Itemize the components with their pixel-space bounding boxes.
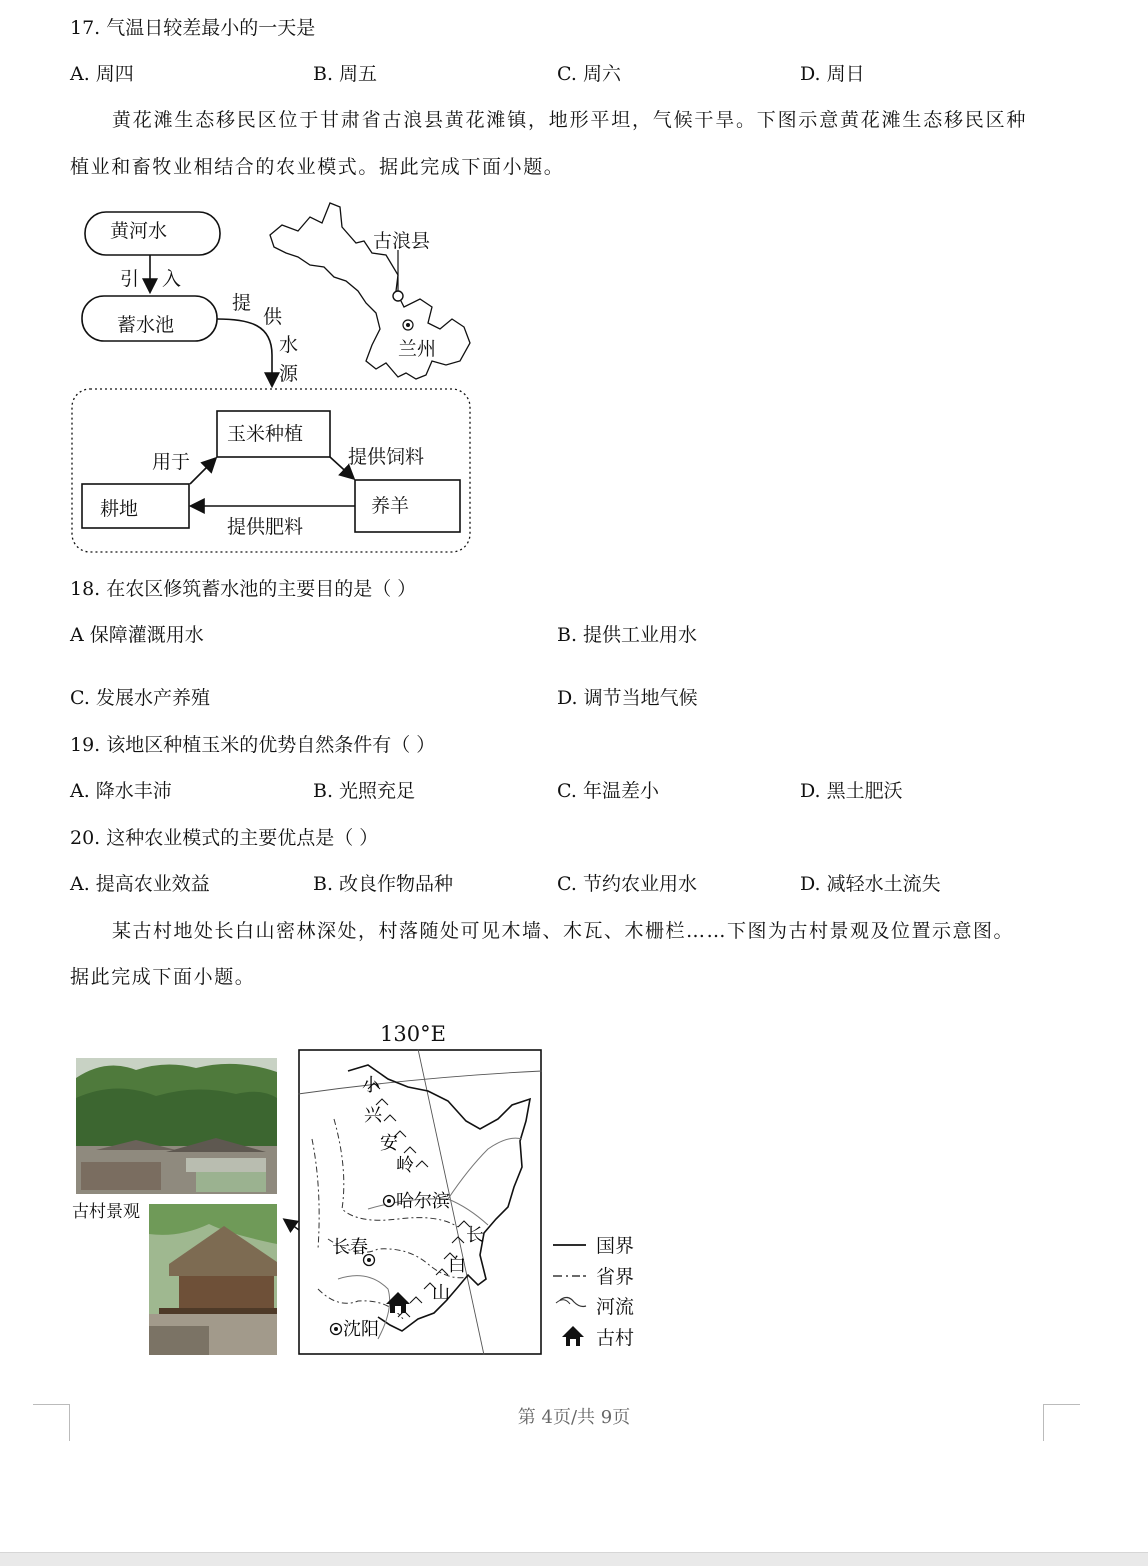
node-sheep-label: 养羊 [371,495,410,517]
q17-option-b[interactable]: B. 周五 [313,63,378,85]
q18-option-a[interactable]: A 保障灌溉用水 [70,624,204,646]
mountain-xiao-3: 安 [380,1133,398,1154]
q19-option-d[interactable]: D. 黑土肥沃 [800,780,903,802]
q20-option-c[interactable]: C. 节约农业用水 [557,873,697,895]
node-corn-label: 玉米种植 [227,423,304,445]
mountain-chang-3: 山 [432,1283,450,1304]
edge-divert-2: 入 [162,268,182,290]
q17-option-c[interactable]: C. 周六 [557,63,621,85]
node-reservoir-label: 蓄水池 [117,314,175,336]
q19-option-c[interactable]: C. 年温差小 [557,780,659,802]
map-legend [550,1232,650,1350]
q17-stem: 17. 气温日较差最小的一天是 [70,17,316,39]
legend-river-symbol [560,1297,586,1306]
passage2-line2: 据此完成下面小题。 [70,966,256,988]
legend-national-border: 国界 [596,1235,635,1257]
q19-stem: 19. 该地区种植玉米的优势自然条件有（ ） [70,734,436,756]
legend-river: 河流 [596,1296,635,1318]
q17-option-a[interactable]: A. 周四 [70,63,134,85]
edge-supply-water-4: 源 [279,363,299,385]
q18-stem: 18. 在农区修筑蓄水池的主要目的是（ ） [70,578,417,600]
q20-option-b[interactable]: B. 改良作物品种 [313,873,454,895]
legend-village-icon [562,1326,584,1346]
viewer-bottom-bar [0,1552,1148,1566]
agriculture-flow-diagram [60,195,490,560]
q18-option-b[interactable]: B. 提供工业用水 [557,624,698,646]
edge-supply-water-1: 提 [232,292,252,314]
mountain-xiao-2: 兴 [364,1105,382,1126]
city-shenyang: 沈阳 [343,1319,379,1340]
edge-feed: 提供饲料 [348,446,425,468]
gansu-map-outline [270,203,470,379]
edge-fertilizer: 提供肥料 [227,516,304,538]
city-changchun: 长春 [332,1237,368,1258]
q20-option-a[interactable]: A. 提高农业效益 [70,873,210,895]
village-house-photo [149,1204,277,1355]
node-farmland-label: 耕地 [100,498,139,520]
gulang-marker [393,291,403,301]
passage1-line1: 黄花滩生态移民区位于甘肃省古浪县黄花滩镇，地形平坦，气候干旱。下图示意黄花滩生态移民区种 [112,109,1028,131]
legend-village: 古村 [596,1327,635,1349]
edge-divert-1: 引 [120,268,140,290]
q18-option-d[interactable]: D. 调节当地气候 [557,687,698,709]
longitude-label: 130°E [380,1022,446,1046]
mountain-chang-1: 长 [466,1225,484,1246]
mountain-xiao-4: 岭 [396,1155,414,1176]
northeast-china-map [298,1049,542,1355]
village-landscape-photo [76,1058,277,1194]
edge-supply-water-2: 供 [263,306,283,328]
q19-option-b[interactable]: B. 光照充足 [313,780,416,802]
q18-option-c[interactable]: C. 发展水产养殖 [70,687,210,709]
node-yellow-river-label: 黄河水 [110,220,168,242]
q19-option-a[interactable]: A. 降水丰沛 [70,780,172,802]
edge-used-for: 用于 [152,451,191,473]
map-label-lanzhou: 兰州 [398,338,437,360]
q17-option-d[interactable]: D. 周日 [800,63,865,85]
map-label-gulang: 古浪县 [373,230,431,252]
city-harbin: 哈尔滨 [396,1191,450,1212]
legend-province-border: 省界 [596,1266,635,1288]
page-number: 第 4页/共 9页 [517,1407,631,1428]
mountain-chang-2: 白 [448,1255,466,1276]
q20-stem: 20. 这种农业模式的主要优点是（ ） [70,827,379,849]
passage1-line2: 植业和畜牧业相结合的农业模式。据此完成下面小题。 [70,156,565,178]
photo-caption: 古村景观 [72,1202,140,1222]
q20-option-d[interactable]: D. 减轻水土流失 [800,873,941,895]
edge-supply-water-3: 水 [279,334,299,356]
passage2-line1: 某古村地处长白山密林深处，村落随处可见木墙、木瓦、木栅栏……下图为古村景观及位置示意图。 [112,920,1015,942]
mountain-xiao-1: 小 [362,1075,380,1096]
